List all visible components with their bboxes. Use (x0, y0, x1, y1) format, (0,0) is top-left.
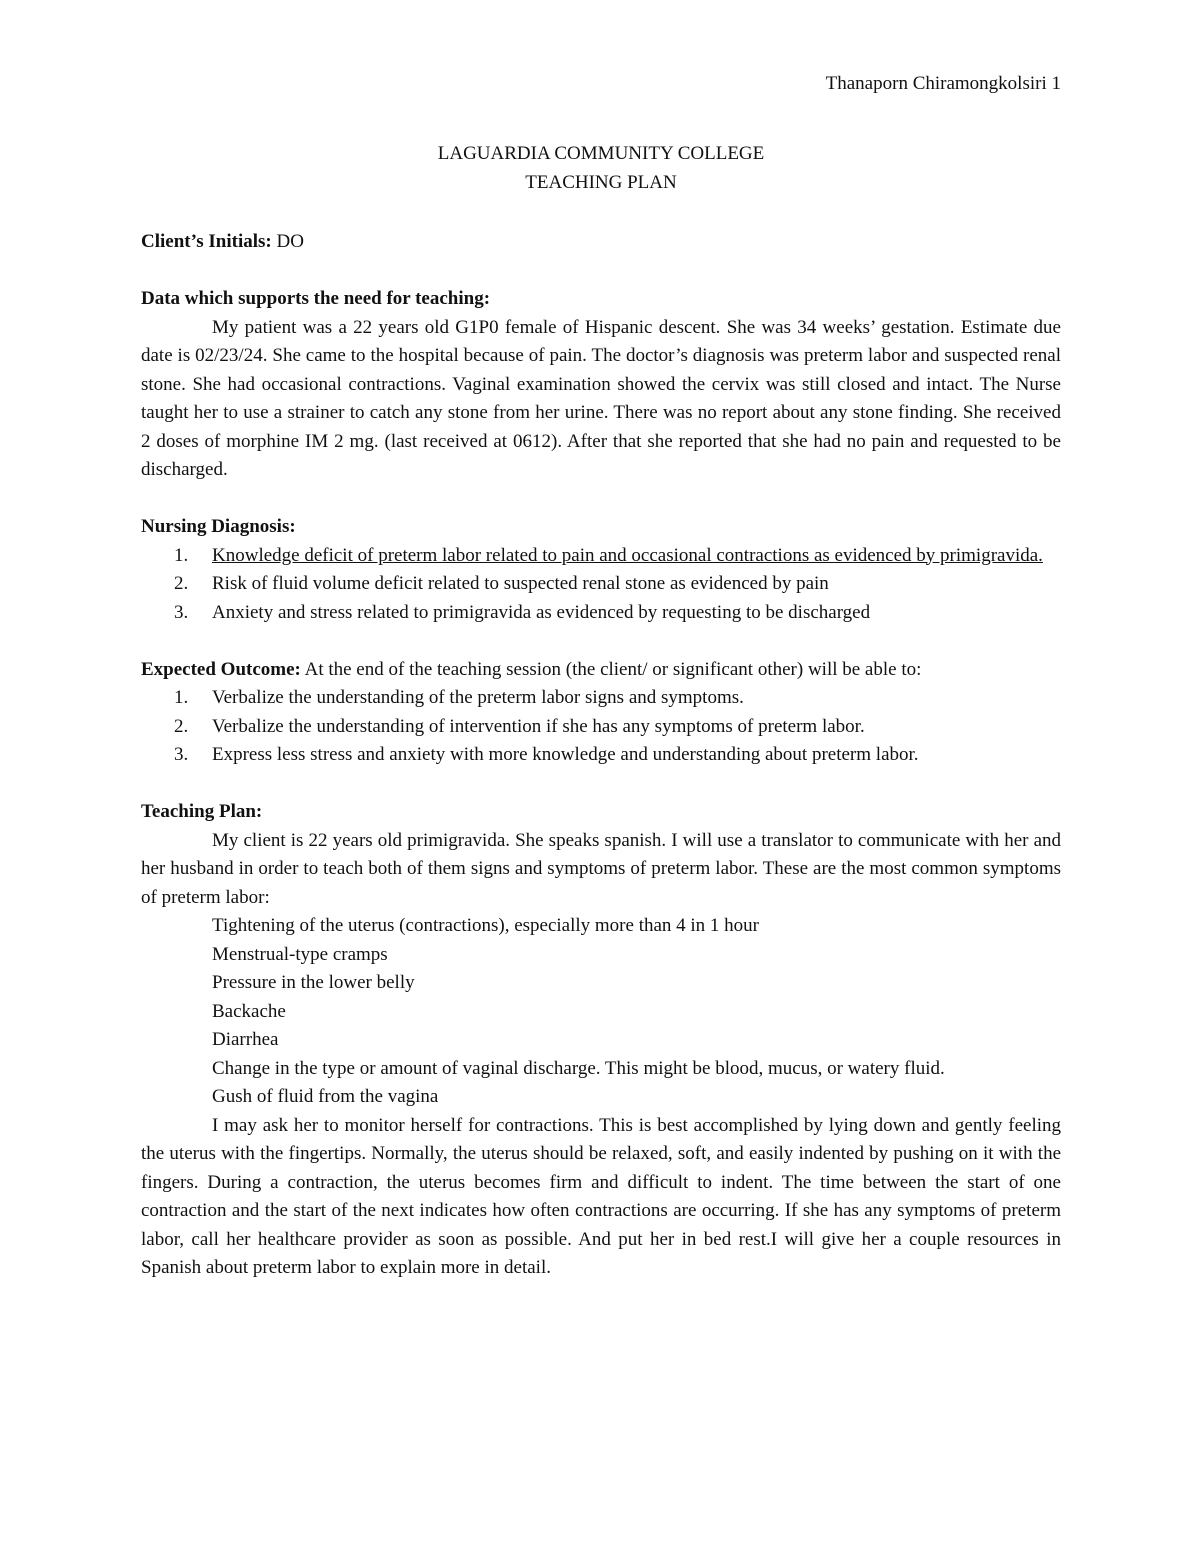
list-item: Menstrual-type cramps (212, 943, 388, 965)
list-item: Gush of fluid from the vagina (212, 1086, 439, 1107)
data-support-heading: Data which supports the need for teaching: (141, 288, 491, 309)
outcome-text: Verbalize the understanding of intervention if she has any symptoms of preterm labor. (212, 715, 865, 737)
list-item (141, 570, 1061, 599)
list-item: Backache (212, 1000, 286, 1022)
outcome-text: Verbalize the understanding of the preterm labor signs and symptoms. (212, 687, 744, 708)
teaching-plan-closing: I may ask her to monitor herself for contractions. This is best accomplished by lying down and gently feeling the uterus with the fingertips. Normally, the uterus should be relaxed, soft, and easily indented by pushing on it with the fingers. During a contraction, the uterus becomes firm and difficult to indent. The time between the start of one contraction and the start of the next indicates how often contractions are occurring. If she has any symptoms of preterm labor, call her healthcare provider as soon as possible. And put her in bed rest.I will give her a couple resources in Spanish about preterm labor to explain more in detail. (141, 1114, 1061, 1278)
institution-name: LAGUARDIA COMMUNITY COLLEGE (437, 143, 765, 164)
list-number: 2. (174, 573, 189, 594)
teaching-plan-heading: Teaching Plan: (141, 801, 263, 822)
diagnosis-text: Knowledge deficit of preterm labor related to pain and occasional contractions as evidenced by primigravida. (212, 544, 1043, 566)
nursing-diagnosis-heading: Nursing Diagnosis: (141, 516, 296, 537)
symptoms-list (141, 912, 1061, 1112)
list-item (141, 599, 1061, 628)
list-item: Tightening of the uterus (contractions), especially more than 4 in 1 hour (212, 915, 760, 936)
list-number: 3. (174, 744, 189, 765)
list-item (141, 713, 1061, 742)
list-number: 3. (174, 601, 189, 623)
client-initials-label: Client’s Initials: (141, 231, 272, 252)
expected-outcome-intro-row (141, 656, 1061, 685)
diagnosis-text: Risk of fluid volume deficit related to suspected renal stone as evidenced by pain (212, 573, 829, 594)
list-number: 2. (174, 715, 189, 737)
expected-outcome-heading: Expected Outcome: (141, 658, 301, 680)
document-body (141, 228, 1061, 1283)
client-initials-value: DO (276, 231, 304, 252)
nursing-diagnosis-list (141, 542, 1061, 628)
list-item: Pressure in the lower belly (212, 972, 415, 993)
teaching-plan-section (141, 798, 1061, 1283)
client-initials-row (141, 228, 1061, 257)
list-number: 1. (174, 687, 189, 708)
expected-outcome-list (141, 684, 1061, 770)
list-item (141, 542, 1061, 571)
nursing-diagnosis-section (141, 513, 1061, 627)
data-support-paragraph: My patient was a 22 years old G1P0 female of Hispanic descent. She was 34 weeks’ gestation. Estimate due date is 02/23/24. She came to the hospital because of pain. The doctor’s diagnosis was preterm labor and suspected renal stone. She had occasional contractions. Vaginal examination showed the cervix was still closed and intact. The Nurse taught her to use a strainer to catch any stone from her urine. There was no report about any stone finding. She received 2 doses of morphine IM 2 mg. (last received at 0612). After that she reported that she had no pain and requested to be discharged. (141, 316, 1061, 480)
list-item (141, 741, 1061, 770)
expected-outcome-intro: At the end of the teaching session (the client/ or significant other) will be able to: (304, 658, 922, 680)
running-header: Thanaporn Chiramongkolsiri 1 (825, 73, 1061, 94)
list-item (141, 684, 1061, 713)
expected-outcome-section (141, 656, 1061, 770)
plan-title: TEACHING PLAN (525, 171, 677, 193)
list-item: Diarrhea (212, 1029, 279, 1050)
teaching-plan-intro: My client is 22 years old primigravida. She speaks spanish. I will use a translator to communicate with her and her husband in order to teach both of them signs and symptoms of preterm labor. These are the most common symptoms of preterm labor: (141, 829, 1061, 908)
list-number: 1. (174, 544, 189, 566)
document-title (141, 140, 1061, 197)
diagnosis-text: Anxiety and stress related to primigravida as evidenced by requesting to be discharged (212, 601, 871, 623)
outcome-text: Express less stress and anxiety with more knowledge and understanding about preterm labor. (212, 744, 919, 765)
data-support-section (141, 285, 1061, 485)
list-item: Change in the type or amount of vaginal discharge. This might be blood, mucus, or watery fluid. (212, 1057, 945, 1079)
